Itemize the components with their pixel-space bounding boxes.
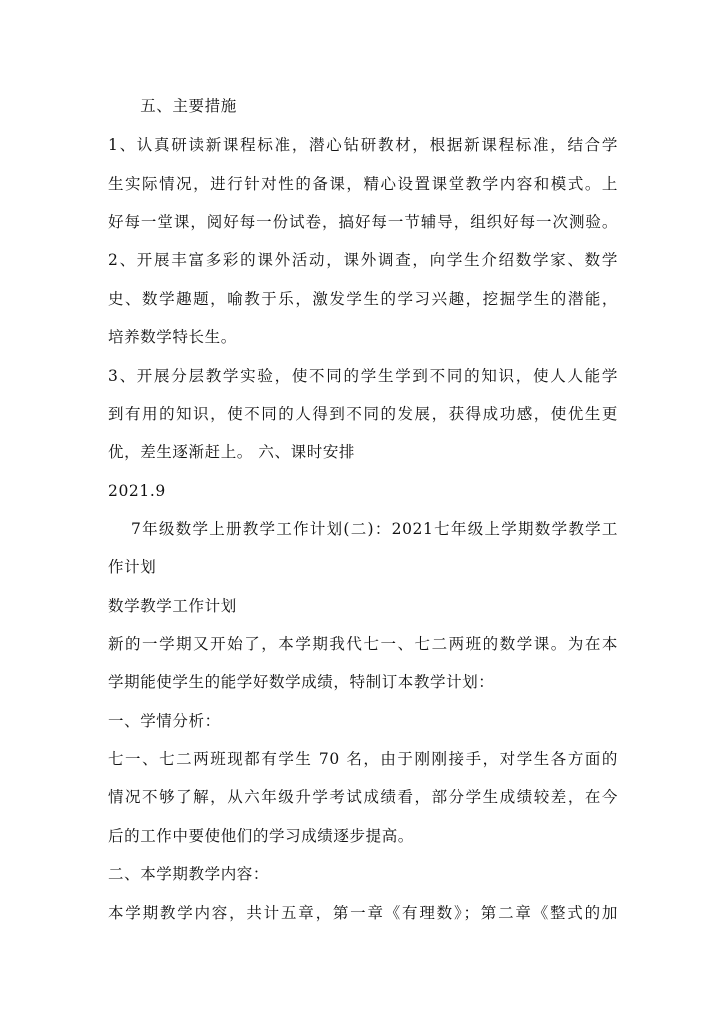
plan-heading: 数学教学工作计划: [108, 597, 237, 615]
paragraph-line: 学期能使学生的能学好数学成绩，特制订本教学计划：: [108, 673, 495, 691]
paragraph-line: 到有用的知识，使不同的人得到不同的发展，获得成功感，使优生更: [108, 405, 618, 423]
section-heading-1: 一、学情分析：: [108, 712, 221, 730]
section-heading-5: 五、主要措施: [108, 97, 237, 115]
plan-title-line: 7年级数学上册教学工作计划(二)：2021七年级上学期数学教学工: [108, 520, 618, 538]
paragraph-line: 七一、七二两班现都有学生 70 名，由于刚刚接手，对学生各方面的: [108, 750, 618, 768]
paragraph-line: 优，差生逐渐赶上。 六、课时安排: [108, 443, 356, 461]
paragraph-line: 史、数学趣题，喻教于乐，激发学生的学习兴趣，挖掘学生的潜能，: [108, 290, 618, 308]
paragraph-line: 后的工作中要使他们的学习成绩逐步提高。: [108, 827, 414, 845]
paragraph-line: 新的一学期又开始了，本学期我代七一、七二两班的数学课。为在本: [108, 635, 618, 653]
paragraph-line: 生实际情况，进行针对性的备课，精心设置课堂教学内容和模式。上: [108, 175, 618, 193]
paragraph-line: 好每一堂课，阅好每一份试卷，搞好每一节辅导，组织好每一次测验。: [108, 213, 618, 231]
section-heading-2: 二、本学期教学内容：: [108, 865, 270, 883]
plan-title-line: 作计划: [108, 558, 157, 576]
paragraph-line: 1、认真研读新课程标准，潜心钻研教材，根据新课程标准，结合学: [108, 136, 618, 154]
paragraph-line: 培养数学特长生。: [108, 328, 237, 346]
paragraph-line: 2、开展丰富多彩的课外活动，课外调查，向学生介绍数学家、数学: [108, 251, 618, 269]
paragraph-line: 情况不够了解，从六年级升学考试成绩看，部分学生成绩较差，在今: [108, 788, 618, 806]
paragraph-line: 3、开展分层教学实验，使不同的学生学到不同的知识，使人人能学: [108, 367, 618, 385]
date-line: 2021.9: [108, 482, 166, 500]
paragraph-line: 本学期教学内容，共计五章，第一章《有理数》；第二章《整式的加: [108, 904, 618, 922]
